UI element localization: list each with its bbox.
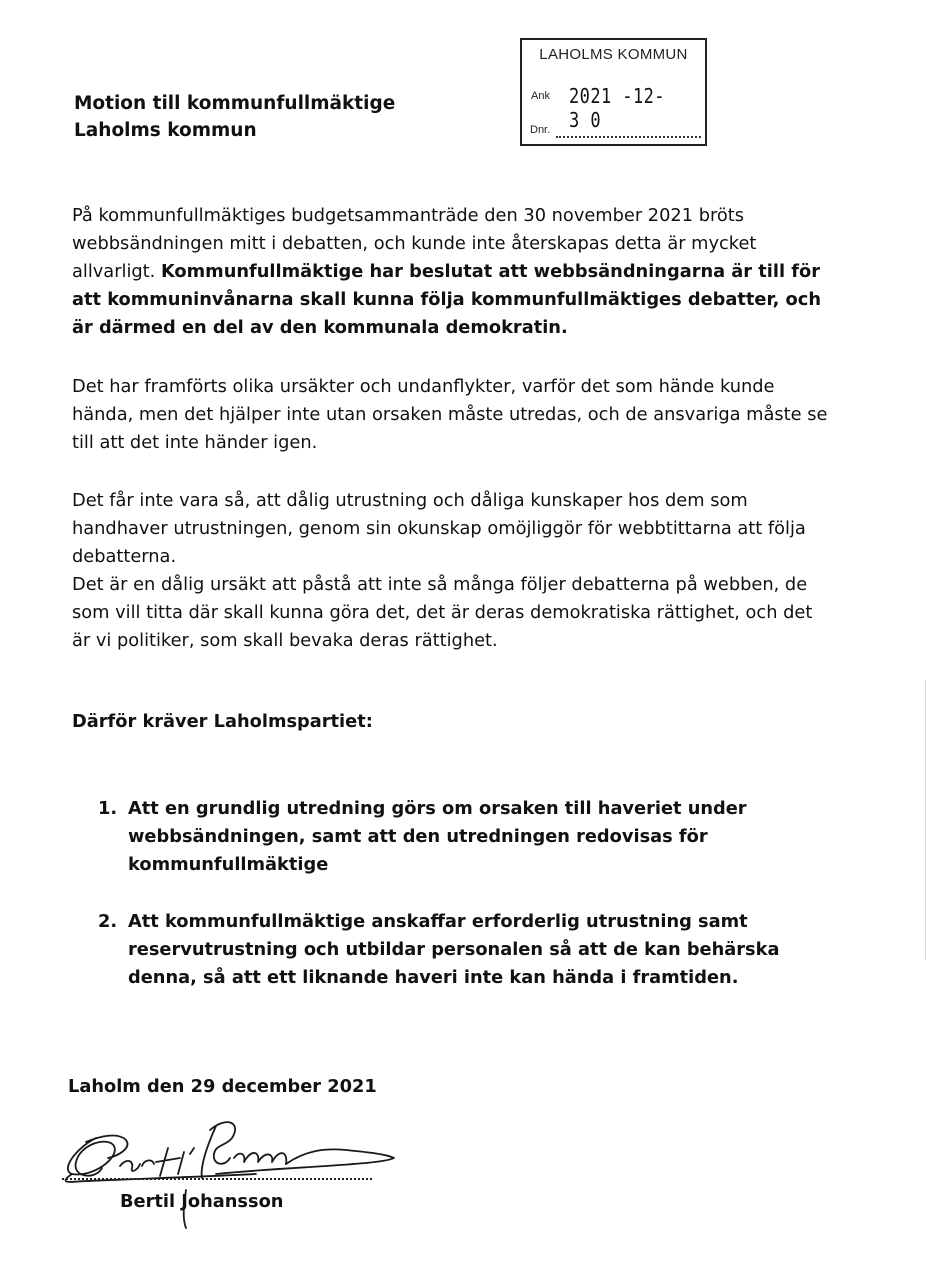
stamp-dnr-label: Dnr. bbox=[530, 124, 551, 136]
stamp-title: LAHOLMS KOMMUN bbox=[539, 46, 688, 63]
scan-edge-line bbox=[925, 680, 926, 960]
list-item-number: 2. bbox=[98, 911, 118, 932]
stamp-ank-label: Ank bbox=[531, 90, 550, 102]
received-stamp bbox=[520, 38, 707, 146]
signature-line bbox=[62, 1178, 372, 1180]
heading-line-municipality: Laholms kommun bbox=[74, 120, 257, 141]
paragraph-background-text: På kommunfullmäktiges budgetsammanträde den 30 november 2021 bröts webbsändningen mitt i debatten, och kunde inte återskapas detta är mycket allvarligt. bbox=[72, 205, 757, 282]
place-and-date: Laholm den 29 december 2021 bbox=[68, 1076, 377, 1097]
list-item-number: 1. bbox=[98, 798, 118, 819]
paragraph-rights: Det är en dålig ursäkt att påstå att inte så många följer debatterna på webben, de som vill titta där skall kunna göra det, det är deras demokratiska rättighet, och det är vi politiker, som skall bevaka deras rättighet. bbox=[72, 574, 813, 651]
document-heading bbox=[74, 90, 395, 144]
paragraph-excuses: Det har framförts olika ursäkter och undanflykter, varför det som hände kunde hända, men det hjälper inte utan orsaken måste utredas, och de ansvariga måste se till att det inte händer igen. bbox=[72, 376, 828, 453]
signer-name: Bertil Johansson bbox=[120, 1191, 284, 1212]
paragraph-equipment: Det får inte vara så, att dålig utrustning och dåliga kunskaper hos dem som handhaver utrustningen, genom sin okunskap omöjliggör för webbtittarna att följa debatterna. bbox=[72, 490, 806, 567]
stamp-date: 2021 -12- 3 0 bbox=[569, 84, 665, 132]
list-item-text: Att kommunfullmäktige anskaffar erforderlig utrustning samt reservutrustning och utbildar personalen så att de kan behärska denna, så att ett liknande haveri inte kan hända i framtiden. bbox=[128, 911, 780, 988]
demand-heading: Därför kräver Laholmspartiet: bbox=[72, 711, 373, 732]
handwritten-signature-icon bbox=[56, 1108, 416, 1237]
paragraph-background bbox=[72, 202, 832, 342]
paragraph-background-emphasis: Kommunfullmäktige har beslutat att webbsändningarna är till för att kommuninvånarna skall kunna följa kommunfullmäktiges debatter, och är därmed en del av den kommunala demokratin. bbox=[72, 261, 821, 338]
list-item-text: Att en grundlig utredning görs om orsaken till haveriet under webbsändningen, samt att den utredningen redovisas för kommunfullmäktige bbox=[128, 798, 747, 875]
heading-line-motion: Motion till kommunfullmäktige bbox=[74, 93, 396, 114]
stamp-dnr-line bbox=[556, 136, 701, 138]
